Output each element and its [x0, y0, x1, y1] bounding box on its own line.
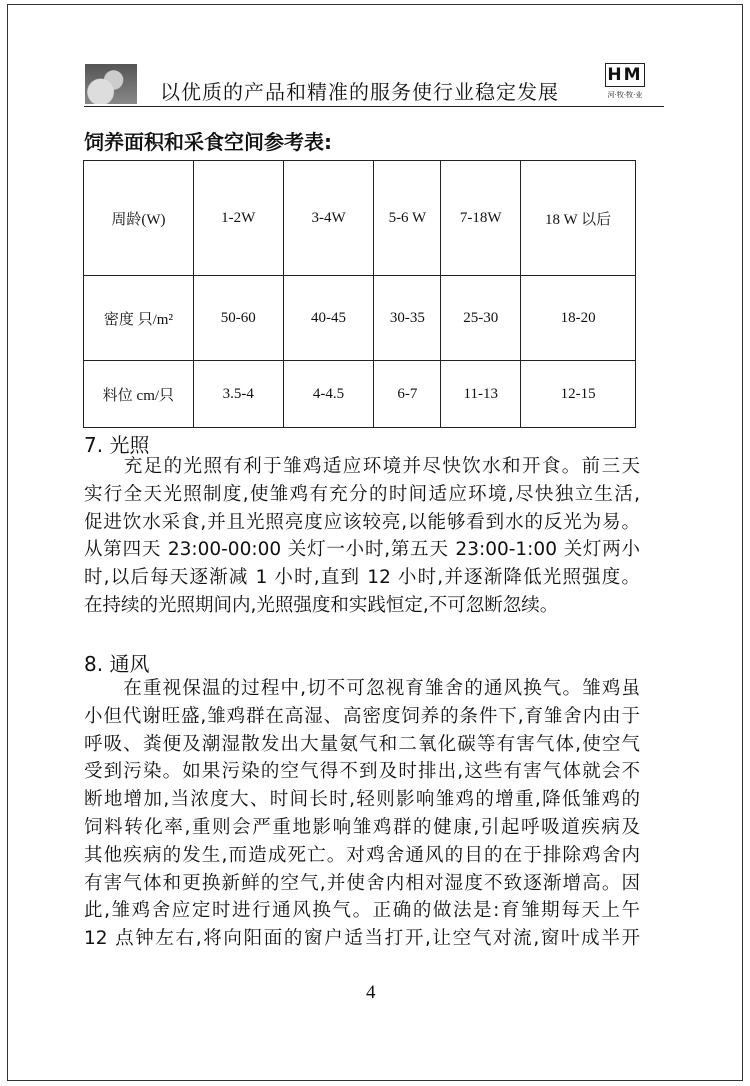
- chick-photo: [85, 64, 137, 104]
- table-cell: 50-60: [193, 276, 283, 361]
- text-line: 饲料转化率,重则会严重地影响雏鸡群的健康,引起呼吸道疾病及: [84, 816, 640, 838]
- text-line: 其他疾病的发生,而造成死亡。对鸡舍通风的目的在于排除鸡舍内: [84, 844, 640, 866]
- table-row: [84, 361, 636, 428]
- table-cell: 7-18W: [441, 161, 521, 276]
- text-line: 断地增加,当浓度大、时间长时,轻则影响雏鸡的增重,降低雏鸡的: [84, 789, 640, 811]
- table-cell: 6-7: [374, 361, 441, 428]
- table-cell: 25-30: [441, 276, 521, 361]
- table-row: [84, 161, 636, 276]
- table-cell: 1-2W: [193, 161, 283, 276]
- section-body-light: [84, 453, 640, 620]
- text-line: 受到污染。如果污染的空气得不到及时排出,这些有害气体就会不: [84, 761, 640, 783]
- section-body-ventilation: [84, 675, 640, 953]
- header-title: 以优质的产品和精准的服务使行业稳定发展: [160, 80, 559, 104]
- header-rule: [84, 106, 664, 107]
- table-cell: 30-35: [374, 276, 441, 361]
- table-cell: 4-4.5: [283, 361, 374, 428]
- text-line: 时,以后每天逐渐减 1 小时,直到 12 小时,并逐渐降低光照强度。: [84, 567, 640, 589]
- row-header-cell: 周龄(W): [84, 161, 194, 276]
- company-logo: [605, 63, 645, 103]
- section-heading-ventilation: 8. 通风: [84, 652, 150, 676]
- text-line: 呼吸、粪便及潮湿散发出大量氨气和二氧化碳等有害气体,使空气: [84, 733, 640, 755]
- text-line: 12 点钟左右,将向阳面的窗户适当打开,让空气对流,窗叶成半开: [84, 928, 640, 950]
- row-header-cell: 密度 只/m²: [84, 276, 194, 361]
- text-line: 此,雏鸡舍应定时进行通风换气。正确的做法是:育雏期每天上午: [84, 900, 640, 922]
- reference-table: [83, 160, 636, 428]
- table-cell: 18 W 以后: [521, 161, 636, 276]
- table-title: 饲养面积和采食空间参考表:: [84, 130, 332, 154]
- table-cell: 11-13: [441, 361, 521, 428]
- text-line: 小但代谢旺盛,雏鸡群在高湿、高密度饲养的条件下,育雏舍内由于: [84, 705, 640, 727]
- text-line: 在持续的光照期间内,光照强度和实践恒定,不可忽断忽续。: [84, 594, 559, 616]
- text-line: 充足的光照有利于雏鸡适应环境并尽快饮水和开食。前三天: [84, 456, 640, 477]
- table-cell: 18-20: [521, 276, 636, 361]
- row-header-cell: 料位 cm/只: [84, 361, 194, 428]
- table-cell: 5-6 W: [374, 161, 441, 276]
- table-cell: 12-15: [521, 361, 636, 428]
- logo-subtext: 河·牧·牧·业: [607, 91, 643, 99]
- text-line: 在重视保温的过程中,切不可忽视育雏舍的通风换气。雏鸡虽: [84, 678, 640, 699]
- text-line: 促进饮水采食,并且光照亮度应该较亮,以能够看到水的反光为易。: [84, 511, 640, 533]
- table-cell: 3.5-4: [193, 361, 283, 428]
- logo-text: HM: [605, 63, 645, 87]
- page-number: 4: [366, 982, 376, 1003]
- table-row: [84, 276, 636, 361]
- text-line: 有害气体和更换新鲜的空气,并使舍内相对湿度不致逐渐增高。因: [84, 872, 640, 894]
- section-heading-light: 7. 光照: [84, 433, 150, 457]
- text-line: 从第四天 23:00-00:00 关灯一小时,第五天 23:00-1:00 关灯两小: [84, 539, 640, 561]
- text-line: 实行全天光照制度,使雏鸡有充分的时间适应环境,尽快独立生活,: [84, 483, 640, 505]
- table-cell: 40-45: [283, 276, 374, 361]
- table-cell: 3-4W: [283, 161, 374, 276]
